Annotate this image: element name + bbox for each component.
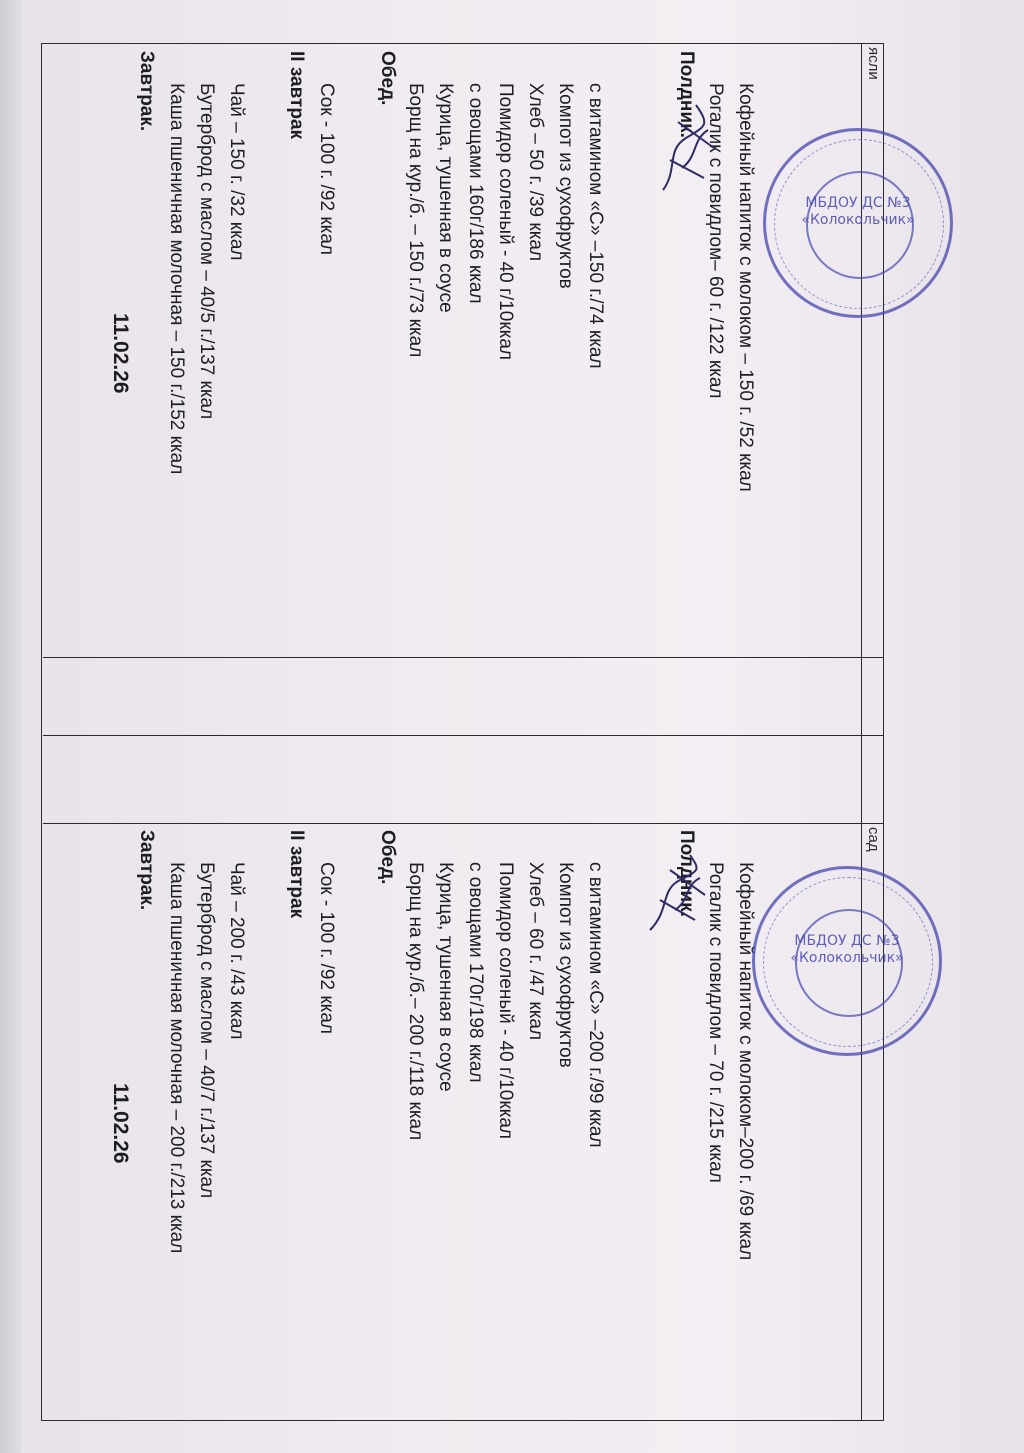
left-breakfast-item: Бутерброд с маслом – 40/5 г./137 ккал <box>196 83 217 420</box>
left-snack-title: Полдник. <box>676 51 697 138</box>
right-lunch-item: с витамином «С» –200 г./99 ккал <box>585 862 606 1148</box>
column-divider-1 <box>43 657 884 658</box>
left-breakfast-item: Чай – 150 г. /32 ккал <box>226 83 247 261</box>
left-snack-item: Кофейный напиток с молоком – 150 г. /52 ккал <box>735 83 756 492</box>
left-lunch-item: с овощами 160г/186 ккал <box>465 83 486 304</box>
right-lunch-item: Компот из сухофруктов <box>555 862 576 1068</box>
column-divider-3 <box>43 823 884 824</box>
left-breakfast-item: Каша пшеничная молочная – 150 г./152 ккал <box>166 83 187 475</box>
left-snack-item: Рогалик с повидлом– 60 г. /122 ккал <box>705 83 726 399</box>
left-panel-date: 11.02.26 <box>109 313 132 394</box>
right-panel-date: 11.02.26 <box>109 1083 132 1164</box>
right-lunch-title: Обед. <box>377 830 398 885</box>
menu-sheet <box>41 43 884 1421</box>
seal-text: МБДОУ ДС №3 «Колокольчик» <box>801 195 915 228</box>
right-second-breakfast-title: II завтрак <box>286 830 307 919</box>
right-breakfast-title: Завтрак. <box>136 830 157 911</box>
left-lunch-item: Курица, тушенная в соусе <box>435 83 456 313</box>
right-panel-caption: сад <box>865 827 882 852</box>
left-lunch-item: Компот из сухофруктов <box>555 83 576 289</box>
left-lunch-title: Обед. <box>377 51 398 106</box>
right-lunch-item: Хлеб – 60 г. /47 ккал <box>525 862 546 1041</box>
left-panel-caption: ясли <box>865 47 882 80</box>
left-second-breakfast-title: II завтрак <box>286 51 307 140</box>
left-second-breakfast-item: Сок - 100 г. /92 ккал <box>316 83 337 256</box>
left-breakfast-title: Завтрак. <box>136 51 157 132</box>
right-lunch-item: с овощами 170г/198 ккал <box>465 862 486 1083</box>
right-signature <box>648 90 728 200</box>
seal-text: МБДОУ ДС №3 «Колокольчик» <box>790 933 904 966</box>
right-snack-item: Кофейный напиток с молоком–200 г. /69 ккал <box>735 862 756 1261</box>
right-lunch-item: Курица, тушенная в соусе <box>435 862 456 1092</box>
paper-edge-shadow <box>0 0 22 1453</box>
left-seal-stamp <box>752 866 942 1056</box>
right-snack-item: Рогалик с повидлом – 70 г. /215 ккал <box>705 862 726 1183</box>
right-lunch-item: Борщ на кур./б.– 200 г./118 ккал <box>405 862 426 1141</box>
right-second-breakfast-item: Сок - 100 г. /92 ккал <box>316 862 337 1035</box>
left-lunch-item: Борщ на кур./б. – 150 г./73 ккал <box>405 83 426 358</box>
left-lunch-item: с витамином «С» –150 г./74 ккал <box>585 83 606 369</box>
column-divider-2 <box>43 735 884 736</box>
left-lunch-item: Хлеб – 50 г. /39 ккал <box>525 83 546 262</box>
right-snack-title: Полдник. <box>676 830 697 917</box>
right-breakfast-item: Каша пшеничная молочная – 200 г./213 ккал <box>166 862 187 1254</box>
right-breakfast-item: Чай – 200 г. /43 ккал <box>226 862 247 1040</box>
right-breakfast-item: Бутерброд с маслом – 40/7 г./137 ккал <box>196 862 217 1199</box>
left-signature <box>640 840 720 940</box>
right-seal-stamp <box>763 128 953 318</box>
right-lunch-item: Помидор соленый - 40 г/10ккал <box>495 862 516 1140</box>
left-lunch-item: Помидор соленый - 40 г/10ккал <box>495 83 516 361</box>
